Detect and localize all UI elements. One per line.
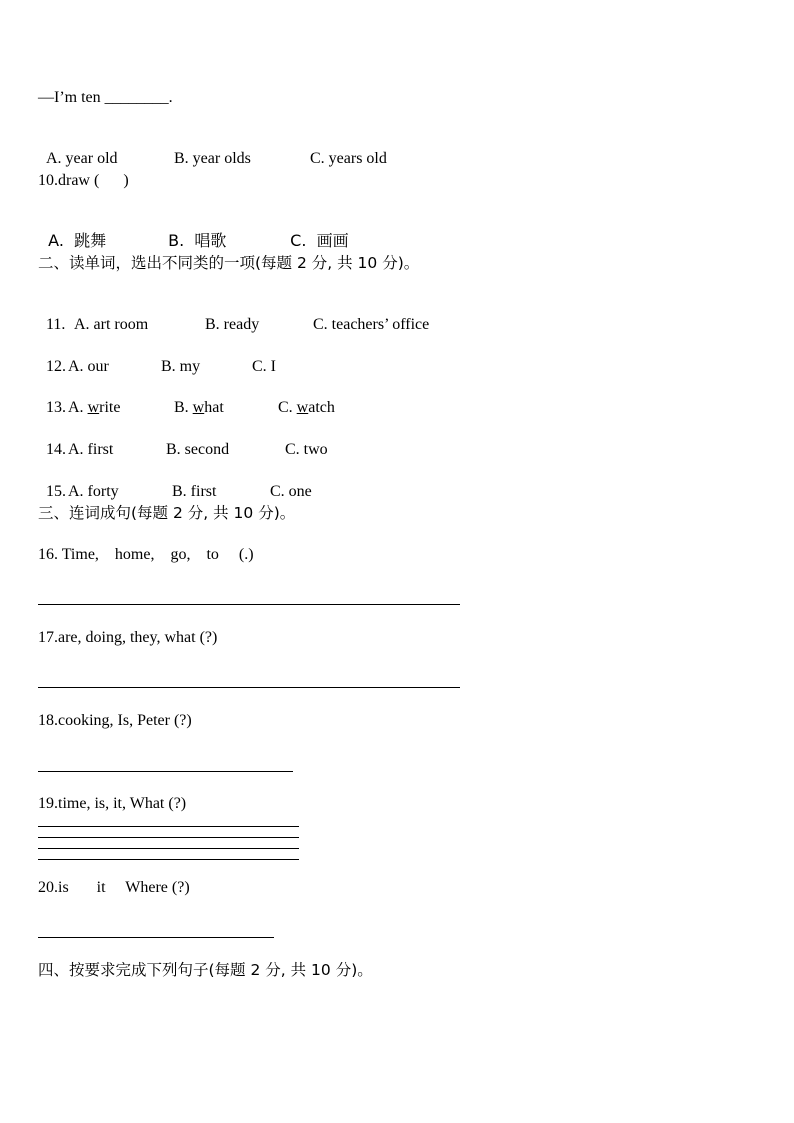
q10-option-b[interactable]: B. 唱歌 [168, 231, 227, 250]
q12-number: 12. [46, 358, 66, 375]
q13-option-b[interactable] [174, 398, 278, 418]
q11-number: 11. [46, 316, 66, 333]
q15-number: 15. [46, 483, 66, 500]
q16-prompt: 16. Time, home, go, to (.) [38, 546, 254, 563]
q12-option-b[interactable]: B. my [161, 358, 201, 375]
section3-heading: 三、连词成句(每题 2 分, 共 10 分)。 [38, 504, 296, 522]
q10-options [38, 211, 349, 251]
q10-stem: 10.draw ( ) [38, 172, 129, 189]
q14-option-a[interactable]: A. first [68, 441, 114, 458]
q12-option-a[interactable]: A. our [68, 358, 109, 375]
q13-b-rest: hat [204, 399, 224, 416]
q13-option-a[interactable] [68, 398, 174, 418]
section4-heading: 四、按要求完成下列句子(每题 2 分, 共 10 分)。 [38, 961, 373, 979]
q18-prompt: 18.cooking, Is, Peter (?) [38, 712, 192, 729]
q10-option-a[interactable]: A. 跳舞 [48, 231, 107, 250]
q9-option-a[interactable]: A. year old [46, 150, 118, 167]
q10-option-c[interactable]: C. 画画 [290, 231, 349, 250]
q13-c-underlined-letter: w [296, 399, 309, 416]
q9-options [38, 129, 387, 169]
q13-a-prefix: A. [68, 399, 88, 416]
q17-prompt: 17.are, doing, they, what (?) [38, 629, 218, 646]
q14-option-b[interactable]: B. second [166, 441, 230, 458]
q11-row [38, 295, 429, 335]
q14-option-c[interactable]: C. two [285, 441, 328, 458]
q15-row [38, 462, 312, 502]
q13-b-prefix: B. [174, 399, 193, 416]
q11-option-b[interactable]: B. ready [205, 316, 260, 333]
q13-b-underlined-letter: w [192, 399, 205, 416]
q11-option-a[interactable]: A. art room [74, 316, 149, 333]
q20-prompt: 20.is it Where (?) [38, 879, 190, 896]
q13-number: 13. [46, 399, 66, 416]
q18-answer-line[interactable] [38, 771, 293, 772]
q14-number: 14. [46, 441, 66, 458]
q19-prompt: 19.time, is, it, What (?) [38, 795, 187, 812]
q13-option-c[interactable] [278, 398, 335, 418]
q15-option-b[interactable]: B. first [172, 483, 217, 500]
q14-row [38, 420, 328, 460]
q15-option-a[interactable]: A. forty [68, 483, 119, 500]
q20-answer-line[interactable] [38, 937, 274, 938]
q9-option-b[interactable]: B. year olds [174, 150, 251, 167]
section2-heading: 二、读单词，选出不同类的一项(每题 2 分, 共 10 分)。 [38, 254, 420, 272]
q13-a-underlined-letter: w [87, 399, 100, 416]
q12-row [38, 337, 276, 377]
q13-c-prefix: C. [278, 399, 297, 416]
q19-answer-line-3[interactable] [38, 848, 299, 849]
q9-option-c[interactable]: C. years old [310, 150, 387, 167]
q9-stem: —I’m ten ________. [38, 89, 173, 106]
q19-answer-line-1[interactable] [38, 826, 299, 827]
q13-row [38, 378, 335, 418]
q13-a-rest: rite [99, 399, 121, 416]
q19-answer-line-2[interactable] [38, 837, 299, 838]
q13-c-rest: atch [308, 399, 335, 416]
q16-answer-line[interactable] [38, 604, 460, 605]
q11-option-c[interactable]: C. teachers’ office [313, 316, 430, 333]
q19-answer-line-4[interactable] [38, 859, 299, 860]
q17-answer-line[interactable] [38, 687, 460, 688]
q12-option-c[interactable]: C. I [252, 358, 276, 375]
q15-option-c[interactable]: C. one [270, 483, 312, 500]
